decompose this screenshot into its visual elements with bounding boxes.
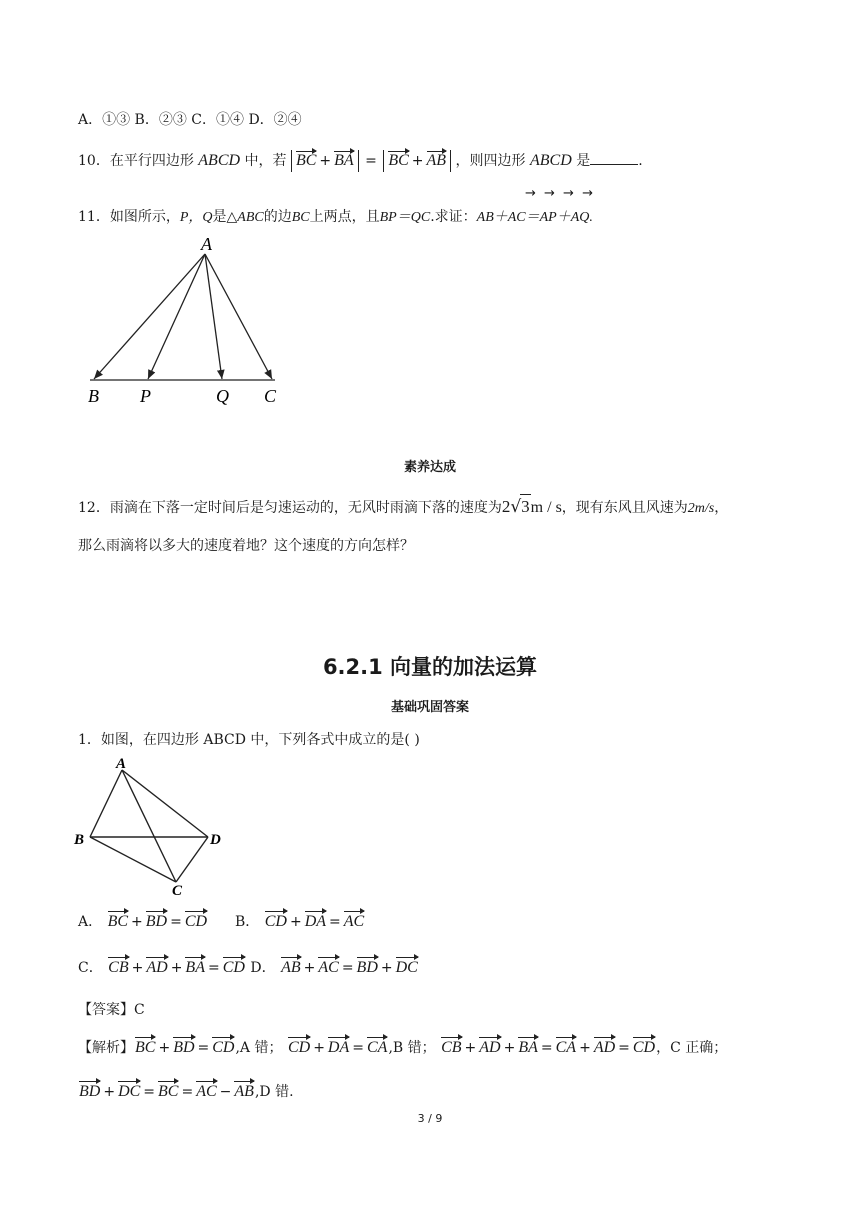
question-12-line-1: 12．雨滴在下落一定时间后是匀速运动的，无风时雨滴下落的速度为2√3m / s，现有东风且风速为2m/s， xyxy=(78,494,728,521)
q11-text-d: 上两点，且 xyxy=(309,209,380,225)
an-c-vec-cd: CD xyxy=(632,1036,656,1060)
label-c-2: C xyxy=(172,883,183,898)
vec-ba: BA xyxy=(333,150,355,172)
q10-shape-2: ABCD xyxy=(529,152,572,169)
opt-d-vec-4: DC xyxy=(395,956,419,980)
q12-coef: 2 xyxy=(501,497,511,516)
label-a-2: A xyxy=(116,756,127,772)
vec-bc-2: BC xyxy=(387,150,409,172)
triangle-figure xyxy=(80,232,300,412)
opt-a-vec-3: CD xyxy=(184,910,208,934)
q10-text-a: 10．在平行四边形 xyxy=(78,153,194,169)
label-p: P xyxy=(140,386,151,406)
question-10: 10．在平行四边形 ABCD 中，若 BC + BA = BC + AB ，则四边形 ABCD 是 . xyxy=(78,148,643,174)
q12-text-c: ， xyxy=(714,500,729,516)
an-b-vec-2: DA xyxy=(327,1036,350,1060)
q11-vector-arrows: → → → → xyxy=(525,186,595,201)
analysis-line-1: 【解析】BC + BD = CD,A 错； CD + DA = CA,B 错； CB + AD + BA = CA + AD = CD，C 正确； xyxy=(78,1036,727,1060)
analysis-a-wrong: ,A 错； xyxy=(235,1040,283,1056)
opt-c-vec-4: CD xyxy=(222,956,246,980)
opt-d-vec-3: BD xyxy=(356,956,379,980)
opt-d-vec-2: AC xyxy=(317,956,339,980)
q11-bp-qc: BP＝QC xyxy=(379,210,431,225)
label-q: Q xyxy=(216,386,229,406)
option-d-label: D． xyxy=(250,960,276,976)
q10-shape: ABCD xyxy=(198,152,241,169)
label-a: A xyxy=(201,234,212,254)
analysis-b-wrong: ,B 错； xyxy=(388,1040,436,1056)
analysis-c-right: ，C 正确； xyxy=(656,1040,728,1056)
an-c-vec-3: BA xyxy=(517,1036,539,1060)
question-12-line-2: 那么雨滴将以多大的速度着地？这个速度的方向怎样？ xyxy=(78,538,414,554)
an-d-vec-bc: BC xyxy=(157,1080,179,1104)
label-d-2: D xyxy=(210,832,221,848)
vector-ap xyxy=(148,254,205,379)
q12-text-b: ，现有东风且风速为 xyxy=(561,500,688,516)
vector-aq xyxy=(205,254,222,379)
question-11 xyxy=(78,207,593,228)
opt-c-vec-3: BA xyxy=(184,956,206,980)
an-d-vec-dc: DC xyxy=(117,1080,141,1104)
quadrilateral-figure xyxy=(70,752,230,898)
q11-equation: AB＋AC＝AP＋AQ. xyxy=(476,210,593,225)
option-c-label: C． xyxy=(78,960,103,976)
section-heading-suyang: 素养达成 xyxy=(403,460,456,475)
q12-wind: 2m/s xyxy=(687,501,715,516)
subtitle: 基础巩固答案 xyxy=(390,700,469,715)
vec-bc: BC xyxy=(295,150,317,172)
label-b: B xyxy=(88,386,99,406)
q11-text-c: 的边 xyxy=(263,209,292,225)
q10-abs-right: BC + AB xyxy=(383,150,451,172)
options-a-b: A． BC + BD = CD B． CD + DA = AC xyxy=(78,910,365,934)
opt-b-vec-2: DA xyxy=(304,910,327,934)
option-a-label: A． xyxy=(78,914,103,930)
opt-d-vec-1: AB xyxy=(280,956,302,980)
opt-b-vec-1: CD xyxy=(264,910,288,934)
q12-radicand: 3 xyxy=(520,494,531,519)
opt-c-vec-2: AD xyxy=(145,956,168,980)
q10-blank xyxy=(590,150,638,165)
q12-unit: m / s xyxy=(530,499,562,516)
q11-text-e: .求证： xyxy=(430,209,477,225)
an-b-vec-ca: CA xyxy=(366,1036,388,1060)
q9-options: A．①③ B．②③ C．①④ D．②④ xyxy=(78,112,302,128)
vector-ac xyxy=(205,254,272,379)
an-a-vec-2: BD xyxy=(172,1036,195,1060)
q10-text-d: 是 xyxy=(576,153,591,169)
opt-a-vec-2: BD xyxy=(145,910,168,934)
analysis-d-wrong: ,D 错. xyxy=(254,1084,294,1100)
label-c: C xyxy=(264,386,277,406)
an-b-vec-1: CD xyxy=(287,1036,311,1060)
q11-pq: P，Q xyxy=(179,210,213,225)
vector-ab xyxy=(94,254,205,379)
an-c-vec-1: CB xyxy=(440,1036,462,1060)
opt-a-vec-1: BC xyxy=(107,910,129,934)
question-1: 1．如图，在四边形 ABCD 中，下列各式中成立的是( ) xyxy=(78,732,420,748)
opt-b-vec-3: AC xyxy=(343,910,365,934)
q12-text-a: 12．雨滴在下落一定时间后是匀速运动的，无风时雨滴下落的速度为 xyxy=(78,500,502,516)
options-c-d: C． CB + AD + BA = CD D． AB + AC = BD + DC xyxy=(78,956,419,980)
q11-text-a: 11．如图所示， xyxy=(78,209,180,225)
page-number: 3 / 9 xyxy=(417,1112,443,1125)
q11-text-b: 是△ xyxy=(212,209,238,225)
opt-c-vec-1: CB xyxy=(107,956,129,980)
q10-text-c: ，则四边形 xyxy=(455,153,526,169)
an-c-vec-2: AD xyxy=(478,1036,501,1060)
q10-abs-left: BC + BA xyxy=(291,150,359,172)
analysis-line-2: BD + DC = BC = AC − AB,D 错. xyxy=(78,1080,294,1104)
an-d-vec-bd: BD xyxy=(78,1080,101,1104)
vec-ab: AB xyxy=(426,150,448,172)
an-a-vec-1: BC xyxy=(134,1036,156,1060)
an-c-vec-ad: AD xyxy=(593,1036,616,1060)
page-title: 6.2.1 向量的加法运算 xyxy=(322,655,538,679)
an-d-vec-ac: AC xyxy=(195,1080,217,1104)
an-a-vec-3: CD xyxy=(211,1036,235,1060)
analysis-label: 【解析】 xyxy=(78,1040,134,1056)
an-d-vec-ab: AB xyxy=(233,1080,255,1104)
option-b-label: B． xyxy=(234,914,260,930)
q11-abc: ABC xyxy=(237,210,264,225)
q10-end: . xyxy=(638,153,643,169)
label-b-2: B xyxy=(74,832,85,848)
an-c-vec-ca: CA xyxy=(555,1036,577,1060)
answer: 【答案】C xyxy=(78,1002,145,1018)
q10-text-b: 中，若 xyxy=(244,153,287,169)
q11-bc: BC xyxy=(291,210,310,225)
